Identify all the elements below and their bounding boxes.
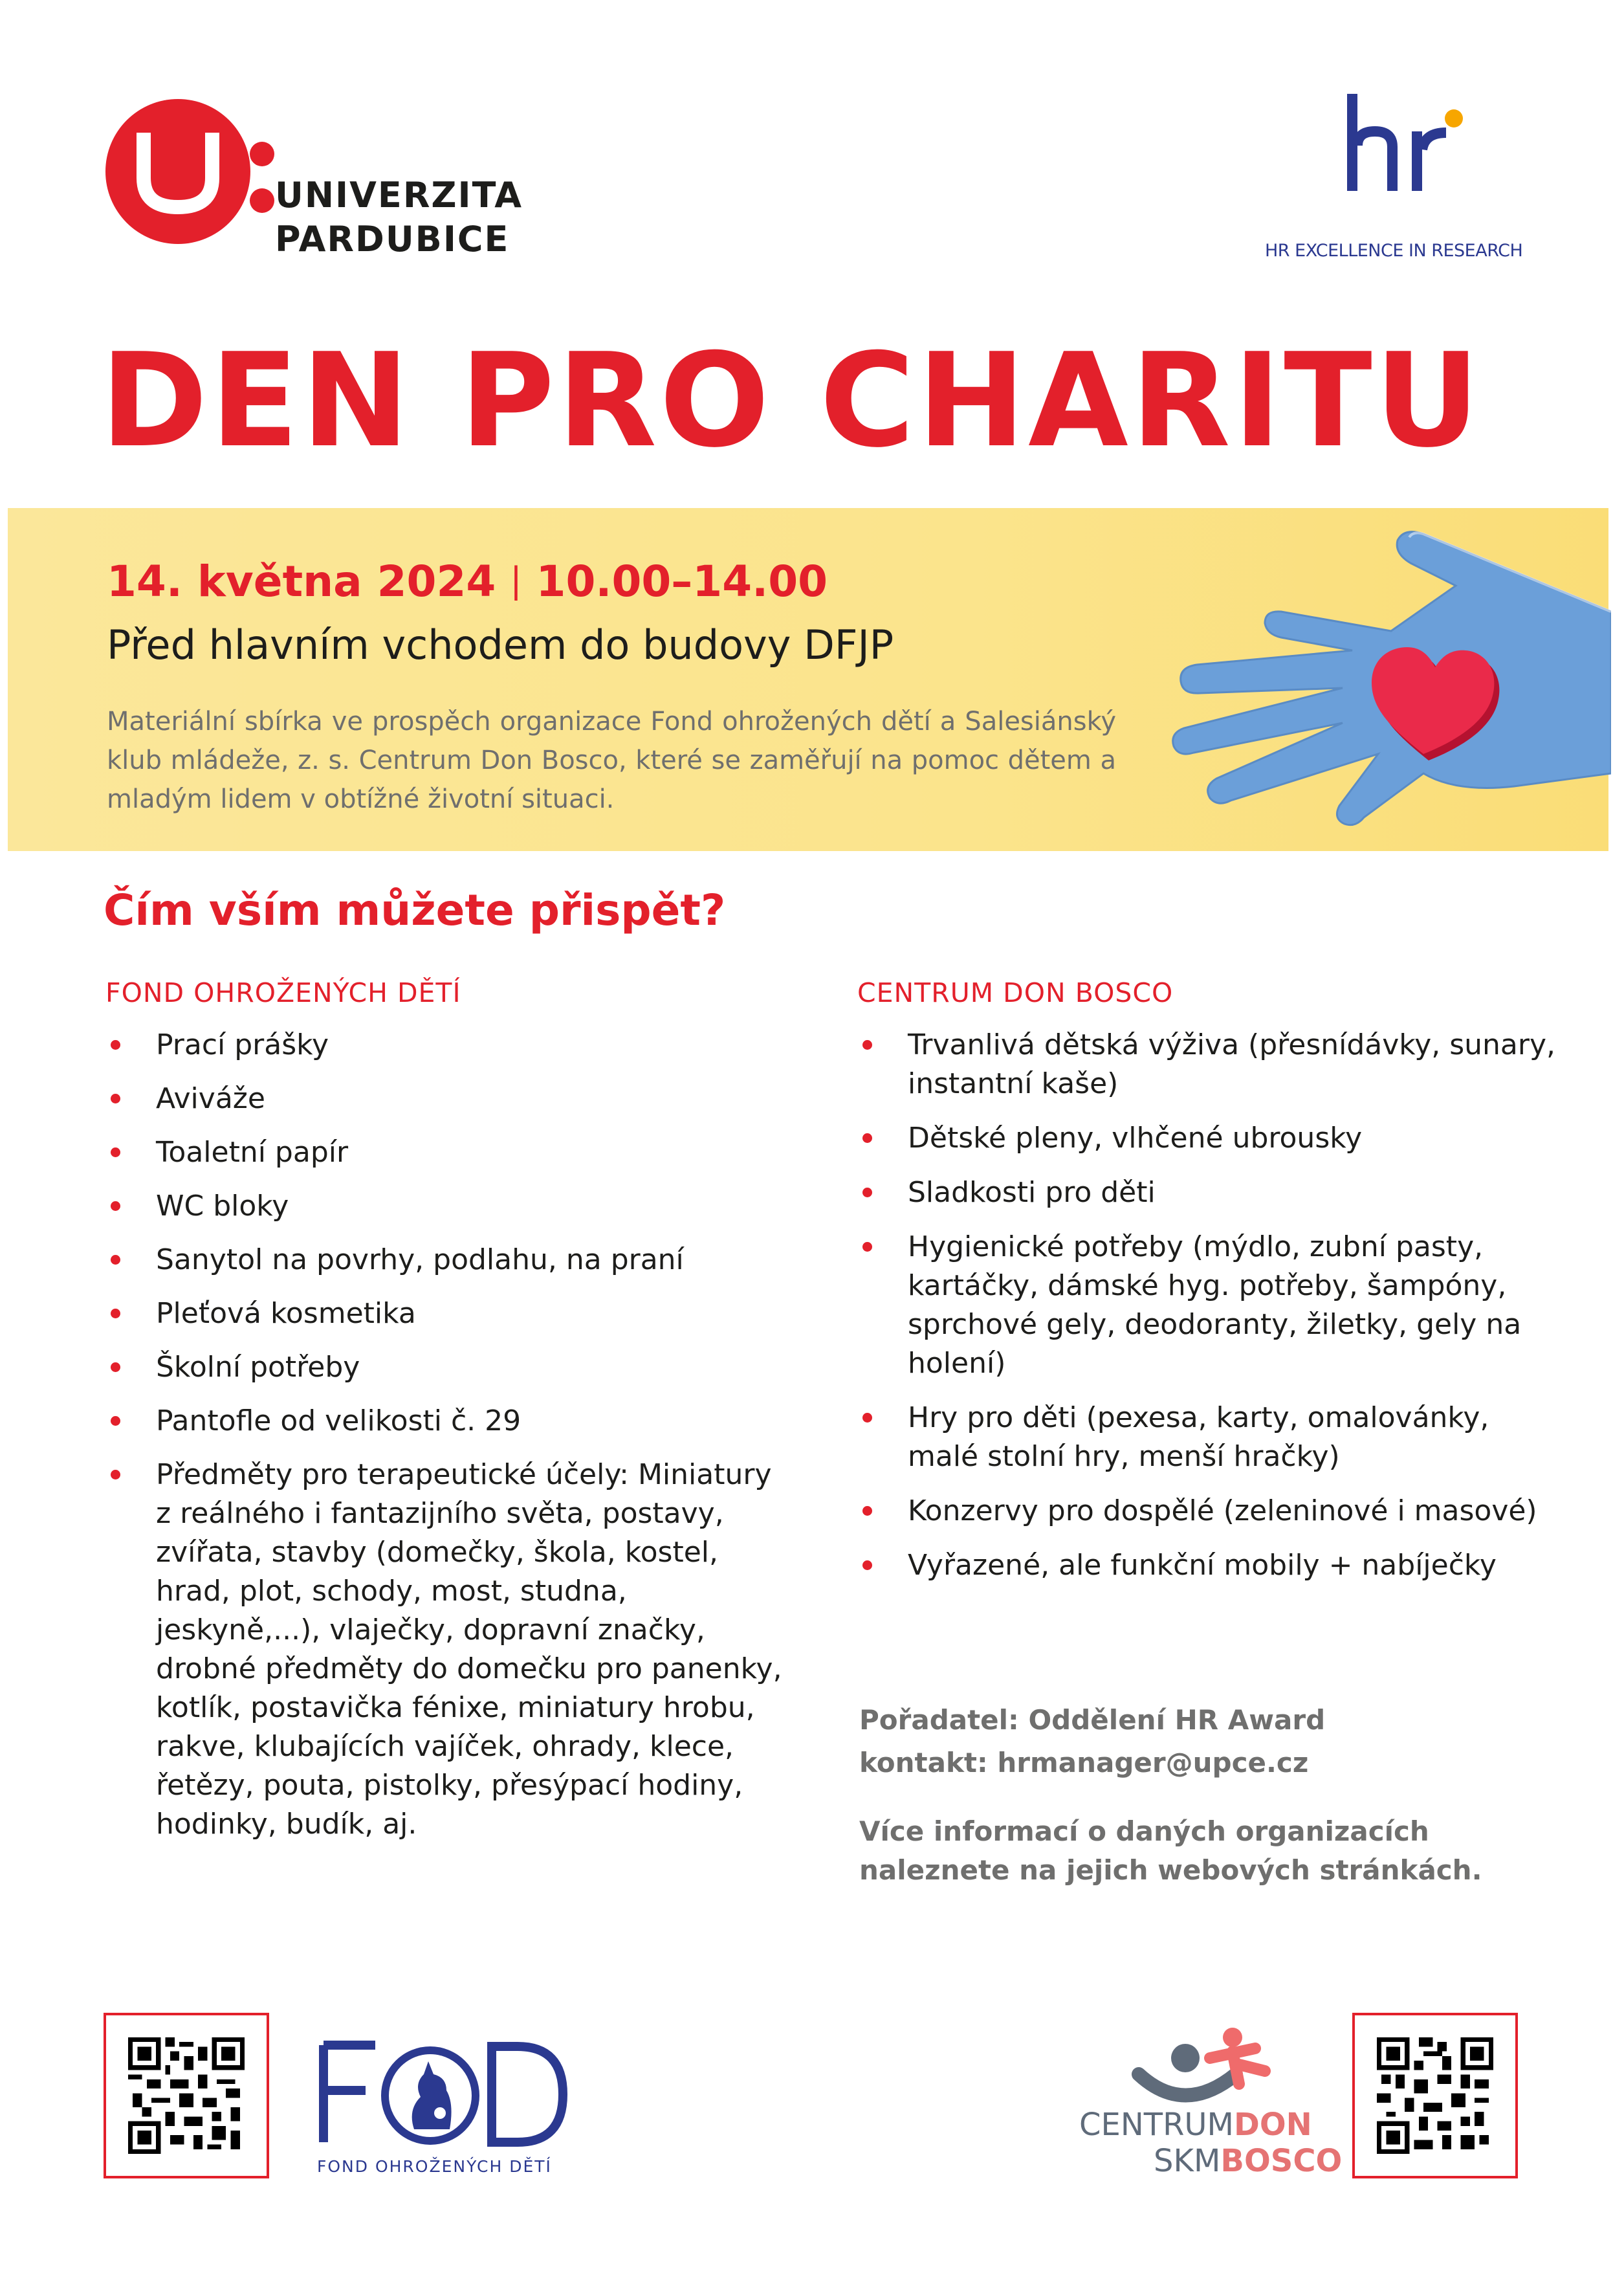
cdb-word-don: DON	[1233, 2107, 1312, 2143]
list-item-text: Školní potřeby	[156, 1351, 360, 1384]
list-item	[105, 1187, 791, 1226]
fod-column-heading: FOND OHROŽENÝCH DĚTÍ	[105, 977, 461, 1008]
university-name-line2: PARDUBICE	[275, 219, 510, 260]
bullet-dot-icon	[111, 1362, 120, 1372]
list-item-text: Hry pro děti (pexesa, karty, omalovánky, malé stolní hry, menší hračky)	[908, 1401, 1489, 1473]
organizer-name: Pořadatel: Oddělení HR Award	[859, 1704, 1326, 1736]
list-item	[105, 1402, 791, 1441]
qr-code-icon	[128, 2037, 245, 2154]
don-bosco-column-heading: CENTRUM DON BOSCO	[857, 977, 1174, 1008]
organizer-contact[interactable]: kontakt: hrmanager@upce.cz	[859, 1747, 1309, 1778]
list-item-text: Pantofle od velikosti č. 29	[156, 1404, 521, 1437]
event-separator: |	[510, 560, 522, 601]
page-title: DEN PRO CHARITU	[100, 326, 1483, 476]
event-date: 14. května 2024	[107, 557, 496, 606]
bullet-dot-icon	[111, 1416, 120, 1426]
cdb-word-centrum: CENTRUM	[1079, 2107, 1234, 2143]
bullet-dot-icon	[862, 1133, 872, 1143]
bullet-dot-icon	[862, 1188, 872, 1197]
list-item-text: Vyřazené, ale funkční mobily + nabíječky	[908, 1549, 1497, 1582]
don-bosco-qr-code[interactable]	[1352, 2013, 1518, 2178]
organizer-info	[859, 1699, 1325, 1784]
bullet-dot-icon	[862, 1413, 872, 1423]
more-info-line2: naleznete na jejich webových stránkách.	[859, 1854, 1482, 1886]
centrum-don-bosco-logo	[1126, 2019, 1294, 2116]
list-item-text: Sanytol na povrhy, podlahu, na praní	[156, 1243, 684, 1276]
list-item	[105, 1133, 791, 1172]
list-item	[105, 1456, 791, 1844]
fod-qr-code[interactable]	[104, 2013, 269, 2178]
bullet-dot-icon	[111, 1147, 120, 1157]
list-item	[857, 1173, 1556, 1212]
list-item	[857, 1228, 1556, 1383]
bullet-dot-icon	[111, 1309, 120, 1318]
fod-caption: FOND OHROŽENÝCH DĚTÍ	[317, 2157, 552, 2176]
bullet-dot-icon	[862, 1242, 872, 1252]
bullet-dot-icon	[862, 1506, 872, 1516]
list-item	[857, 1546, 1556, 1585]
university-name-line1: UNIVERZITA	[275, 175, 523, 216]
list-item-text: WC bloky	[156, 1190, 289, 1223]
bullet-dot-icon	[111, 1094, 120, 1103]
event-time: 10.00–14.00	[536, 557, 828, 606]
cdb-word-bosco: BOSCO	[1220, 2143, 1343, 2179]
fod-item-list	[105, 1026, 791, 1859]
list-item	[105, 1080, 791, 1118]
don-bosco-item-list	[857, 1026, 1556, 1601]
list-item-text: Trvanlivá dětská výživa (přesnídávky, sunary, instantní kaše)	[908, 1028, 1555, 1100]
event-location: Před hlavním vchodem do budovy DFJP	[107, 621, 894, 669]
bullet-dot-icon	[111, 1201, 120, 1211]
hr-excellence-logo	[1339, 94, 1469, 191]
list-item-text: Prací prášky	[156, 1028, 329, 1061]
list-item	[105, 1294, 791, 1333]
list-item	[857, 1119, 1556, 1158]
bullet-dot-icon	[111, 1255, 120, 1265]
section-heading: Čím vším můžete přispět?	[104, 885, 726, 935]
cdb-word-skm: SKM	[1154, 2143, 1221, 2179]
bullet-dot-icon	[111, 1470, 120, 1479]
list-item	[857, 1492, 1556, 1531]
fod-logo	[317, 2039, 569, 2149]
bullet-dot-icon	[862, 1040, 872, 1050]
event-datetime	[107, 557, 828, 606]
list-item-text: Dětské pleny, vlhčené ubrousky	[908, 1122, 1363, 1155]
list-item-text: Konzervy pro dospělé (zeleninové i masové)	[908, 1494, 1537, 1527]
list-item-text: Aviváže	[156, 1082, 265, 1115]
list-item-text: Hygienické potřeby (mýdlo, zubní pasty, kartáčky, dámské hyg. potřeby, šampóny, sprchové gely, deodoranty, žiletky, gely na holení)	[908, 1230, 1522, 1380]
list-item	[105, 1026, 791, 1065]
bullet-dot-icon	[862, 1560, 872, 1570]
list-item	[105, 1241, 791, 1280]
more-info-note	[859, 1812, 1482, 1890]
qr-code-icon	[1377, 2037, 1493, 2154]
list-item-text: Předměty pro terapeutické účely: Miniatury z reálného i fantazijního světa, postavy, zvířata, stavby (domečky, škola, kostel, hrad, plot, schody, most, studna, jeskyně,...), vlaječky, dopravní značky, drobné předměty do domečku pro panenky, kotlík, postavička fénixe, miniatury hrobu, rakve, klubajících vajíček, ohrady, klece, řetězy, pouta, pistolky, přesýpací hodiny, hodinky, budík, aj.	[156, 1458, 782, 1841]
list-item-text: Toaletní papír	[156, 1136, 349, 1169]
list-item	[857, 1026, 1556, 1103]
bullet-dot-icon	[111, 1040, 120, 1050]
more-info-line1: Více informací o daných organizacích	[859, 1815, 1429, 1847]
event-description: Materiální sbírka ve prospěch organizace Fond ohrožených dětí a Salesiánský klub mládeže, z. s. Centrum Don Bosco, které se zaměřují na pomoc dětem a mladým lidem v obtížné životní situaci.	[107, 707, 1116, 814]
centrum-don-bosco-wordmark	[1079, 2107, 1342, 2179]
hand-heart-illustration	[1119, 515, 1611, 851]
university-name	[275, 173, 523, 261]
list-item	[105, 1348, 791, 1387]
list-item-text: Pleťová kosmetika	[156, 1297, 416, 1330]
hr-excellence-caption: HR EXCELLENCE IN RESEARCH	[1265, 241, 1523, 261]
list-item	[857, 1399, 1556, 1476]
list-item-text: Sladkosti pro děti	[908, 1176, 1156, 1209]
